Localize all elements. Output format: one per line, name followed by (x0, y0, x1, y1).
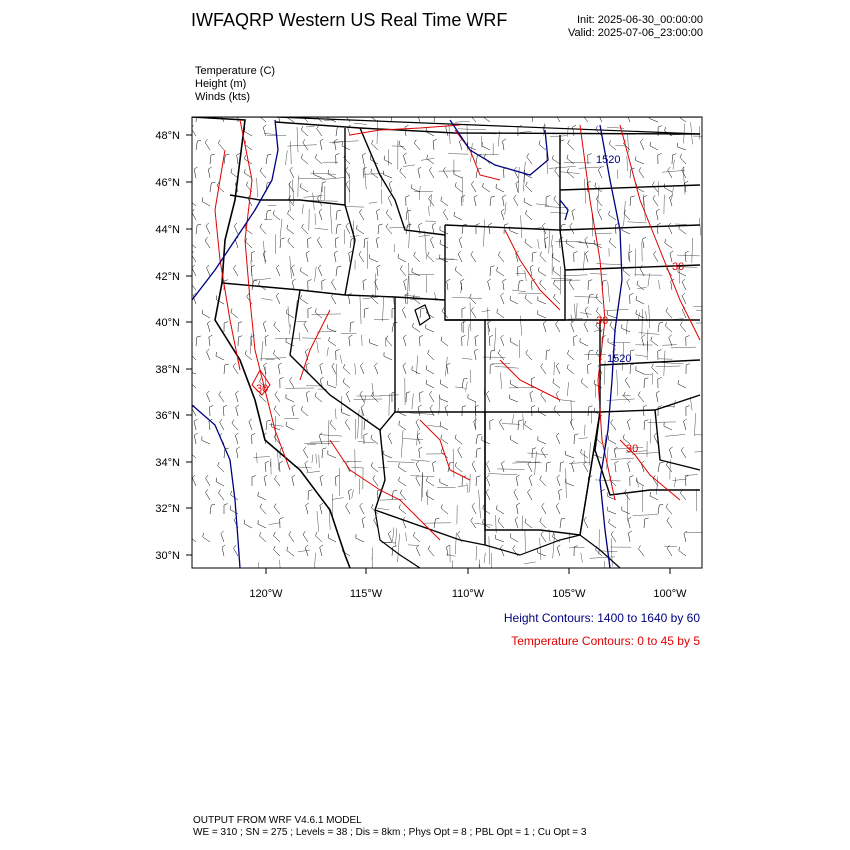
lon-label: 120°W (249, 588, 283, 600)
map-plot-area (188, 111, 719, 590)
lat-label: 48°N (155, 130, 180, 142)
lon-label: 110°W (451, 588, 485, 600)
lon-label: 105°W (552, 588, 586, 600)
height-contour-label: 1520 (607, 353, 632, 365)
lat-label: 36°N (155, 410, 180, 422)
temperature-contour-label: 30 (596, 315, 609, 327)
valid-time: Valid: 2025-07-06_23:00:00 (568, 27, 703, 39)
height-field-label: Height (m) (195, 78, 247, 90)
temperature-contour-label: 30 (626, 443, 639, 455)
lat-label: 46°N (155, 177, 180, 189)
model-footer (193, 815, 586, 839)
temperature-field-label: Temperature (C) (195, 65, 276, 77)
temperature-contour-label: 30 (672, 261, 685, 273)
latitude-labels (155, 130, 180, 562)
longitude-labels (249, 588, 687, 600)
height-contour-info: Height Contours: 1400 to 1640 by 60 (503, 611, 700, 625)
model-name: OUTPUT FROM WRF V4.6.1 MODEL (193, 815, 362, 826)
lat-label: 42°N (155, 271, 180, 283)
init-time: Init: 2025-06-30_00:00:00 (577, 14, 703, 26)
lat-label: 38°N (155, 364, 180, 376)
map-title: IWFAQRP Western US Real Time WRF (191, 10, 508, 30)
lon-label: 100°W (653, 588, 687, 600)
lon-label: 115°W (349, 588, 383, 600)
temperature-contour-label: 30 (256, 383, 269, 395)
lat-label: 30°N (155, 550, 180, 562)
temperature-contour-info: Temperature Contours: 0 to 45 by 5 (511, 634, 700, 648)
winds-field-label: Winds (kts) (195, 91, 250, 103)
height-contour-label: 1520 (596, 154, 621, 166)
model-config: WE = 310 ; SN = 275 ; Levels = 38 ; Dis = 8km ; Phys Opt = 8 ; PBL Opt = 1 ; Cu Opt = 3 (193, 827, 587, 838)
lat-label: 40°N (155, 317, 180, 329)
lat-label: 34°N (155, 457, 180, 469)
contour-info (504, 607, 700, 653)
lat-label: 32°N (155, 503, 180, 515)
lat-label: 44°N (155, 224, 180, 236)
